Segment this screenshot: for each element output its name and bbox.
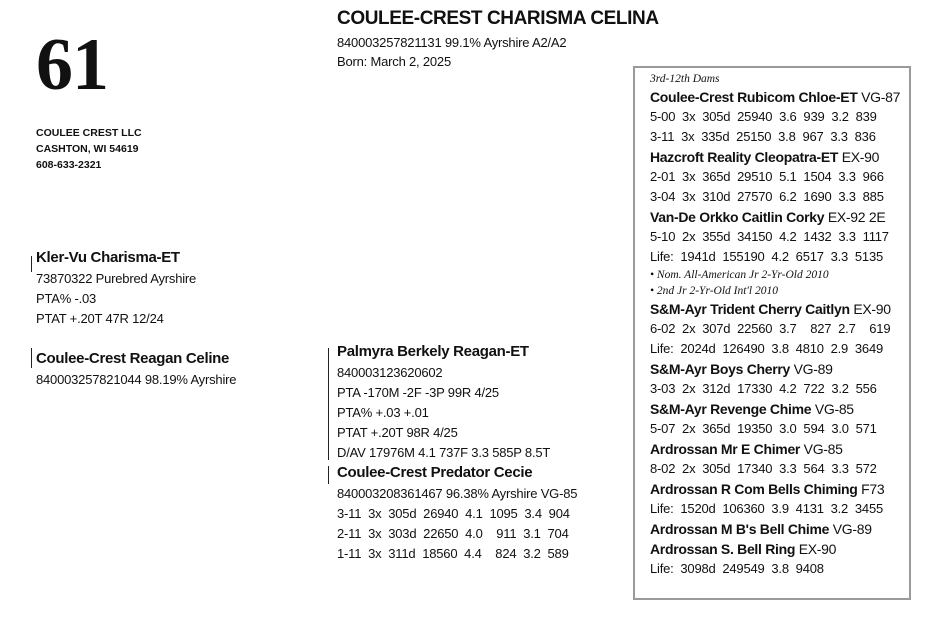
dam-entry-record: 5-00 3x 305d 25940 3.6 939 3.2 839 (650, 109, 877, 124)
animal-born: Born: March 2, 2025 (337, 54, 451, 69)
dam-entry-name (650, 207, 906, 227)
mgs-bracket (328, 348, 329, 460)
dams-box (633, 66, 911, 600)
sire-bracket-top (31, 256, 32, 272)
dam-entry-title: S&M-Ayr Trident Cherry Caitlyn (650, 301, 850, 317)
dam-entry-title: Ardrossan R Com Bells Chiming (650, 481, 858, 497)
dam-entry-name (650, 299, 906, 319)
dam-entry-classification: EX-90 (841, 149, 880, 165)
mgd-record: 3-11 3x 305d 26940 4.1 1095 3.4 904 (337, 506, 570, 521)
mgs-name: Palmyra Berkely Reagan-ET (337, 343, 529, 360)
dam-entry-name (650, 147, 906, 167)
dam-entry-name (650, 539, 906, 559)
dam-entry-record: Life: 1941d 155190 4.2 6517 3.3 5135 (650, 249, 884, 264)
dam-entry-classification: EX-90 (798, 541, 837, 557)
dam-entry-record: Life: 2024d 126490 3.8 4810 2.9 3649 (650, 341, 884, 356)
dam-entry-classification: VG-85 (814, 401, 854, 417)
dam-entry-title: Van-De Orkko Caitlin Corky (650, 209, 825, 225)
mgd-block (337, 462, 577, 564)
consignor-name: COULEE CREST LLC (36, 127, 142, 139)
dam-entry-note: • Nom. All-American Jr 2-Yr-Old 2010 (650, 269, 829, 281)
dam-entry-classification: F73 (861, 481, 885, 497)
sire-line: PTAT +.20T 47R 12/24 (36, 311, 164, 326)
dam-entry-name (650, 519, 906, 539)
dam-line: 840003257821044 98.19% Ayrshire (36, 372, 237, 387)
lot-number: 61 (36, 24, 108, 106)
dam-entry-title: S&M-Ayr Boys Cherry (650, 361, 791, 377)
animal-name: COULEE-CREST CHARISMA CELINA (337, 8, 659, 29)
dam-entry-name (650, 479, 906, 499)
dam-entry-classification: VG-89 (832, 521, 872, 537)
dam-entry-classification: VG-89 (793, 361, 833, 377)
consignor-address: CASHTON, WI 54619 (36, 143, 139, 155)
dam-bracket (31, 348, 32, 368)
dam-entry-record: Life: 1520d 106360 3.9 4131 3.2 3455 (650, 501, 884, 516)
dam-entry-name (650, 399, 906, 419)
mgs-line: D/AV 17976M 4.1 737F 3.3 585P 8.5T (337, 445, 551, 460)
dams-list (650, 71, 906, 579)
mgd-line: 840003208361467 96.38% Ayrshire VG-85 (337, 486, 578, 501)
dam-entry-title: Ardrossan Mr E Chimer (650, 441, 801, 457)
dam-entry-record: 3-04 3x 310d 27570 6.2 1690 3.3 885 (650, 189, 884, 204)
dam-entry-title: Hazcroft Reality Cleopatra-ET (650, 149, 839, 165)
dam-entry-record: 8-02 2x 305d 17340 3.3 564 3.3 572 (650, 461, 877, 476)
mgs-line: PTAT +.20T 98R 4/25 (337, 425, 458, 440)
mgd-record: 1-11 3x 311d 18560 4.4 824 3.2 589 (337, 546, 569, 561)
sire-name: Kler-Vu Charisma-ET (36, 249, 180, 266)
consignor-block (36, 125, 142, 173)
dam-entry-classification: VG-85 (803, 441, 843, 457)
dam-entry-record: 3-03 2x 312d 17330 4.2 722 3.2 556 (650, 381, 877, 396)
mgd-bracket (328, 466, 329, 484)
dam-entry-record: 5-10 2x 355d 34150 4.2 1432 3.3 1117 (650, 229, 889, 244)
dam-entry-record: 5-07 2x 365d 19350 3.0 594 3.0 571 (650, 421, 877, 436)
sire-line: PTA% -.03 (36, 291, 97, 306)
mgs-line: 840003123620602 (337, 365, 443, 380)
sire-line: 73870322 Purebred Ayrshire (36, 271, 197, 286)
dam-entry-record: 3-11 3x 335d 25150 3.8 967 3.3 836 (650, 129, 876, 144)
dams-heading: 3rd-12th Dams (650, 73, 720, 85)
mgd-record: 2-11 3x 303d 22650 4.0 911 3.1 704 (337, 526, 569, 541)
mgs-line: PTA% +.03 +.01 (337, 405, 429, 420)
dam-entry-title: Coulee-Crest Rubicom Chloe-ET (650, 89, 858, 105)
dam-entry-classification: VG-87 (861, 89, 901, 105)
dam-name: Coulee-Crest Reagan Celine (36, 350, 230, 367)
sire-block (36, 247, 196, 329)
dam-entry-record: 6-02 2x 307d 22560 3.7 827 2.7 619 (650, 321, 891, 336)
dam-block (36, 348, 236, 390)
dam-entry-name (650, 359, 906, 379)
consignor-phone: 608-633-2321 (36, 159, 102, 171)
animal-id-line: 840003257821131 99.1% Ayrshire A2/A2 (337, 35, 567, 50)
dam-entry-record: Life: 3098d 249549 3.8 9408 (650, 561, 824, 576)
dam-entry-classification: EX-92 2E (827, 209, 886, 225)
dam-entry-note: • 2nd Jr 2-Yr-Old Int'l 2010 (650, 285, 778, 297)
dam-entry-classification: EX-90 (853, 301, 891, 317)
dam-entry-title: Ardrossan M B's Bell Chime (650, 521, 830, 537)
mgs-line: PTA -170M -2F -3P 99R 4/25 (337, 385, 499, 400)
dam-entry-title: S&M-Ayr Revenge Chime (650, 401, 812, 417)
dam-entry-record: 2-01 3x 365d 29510 5.1 1504 3.3 966 (650, 169, 884, 184)
mgd-name: Coulee-Crest Predator Cecie (337, 464, 533, 481)
dam-entry-name (650, 87, 906, 107)
dam-entry-name (650, 439, 906, 459)
dam-entry-title: Ardrossan S. Bell Ring (650, 541, 796, 557)
mgs-block (337, 341, 550, 463)
